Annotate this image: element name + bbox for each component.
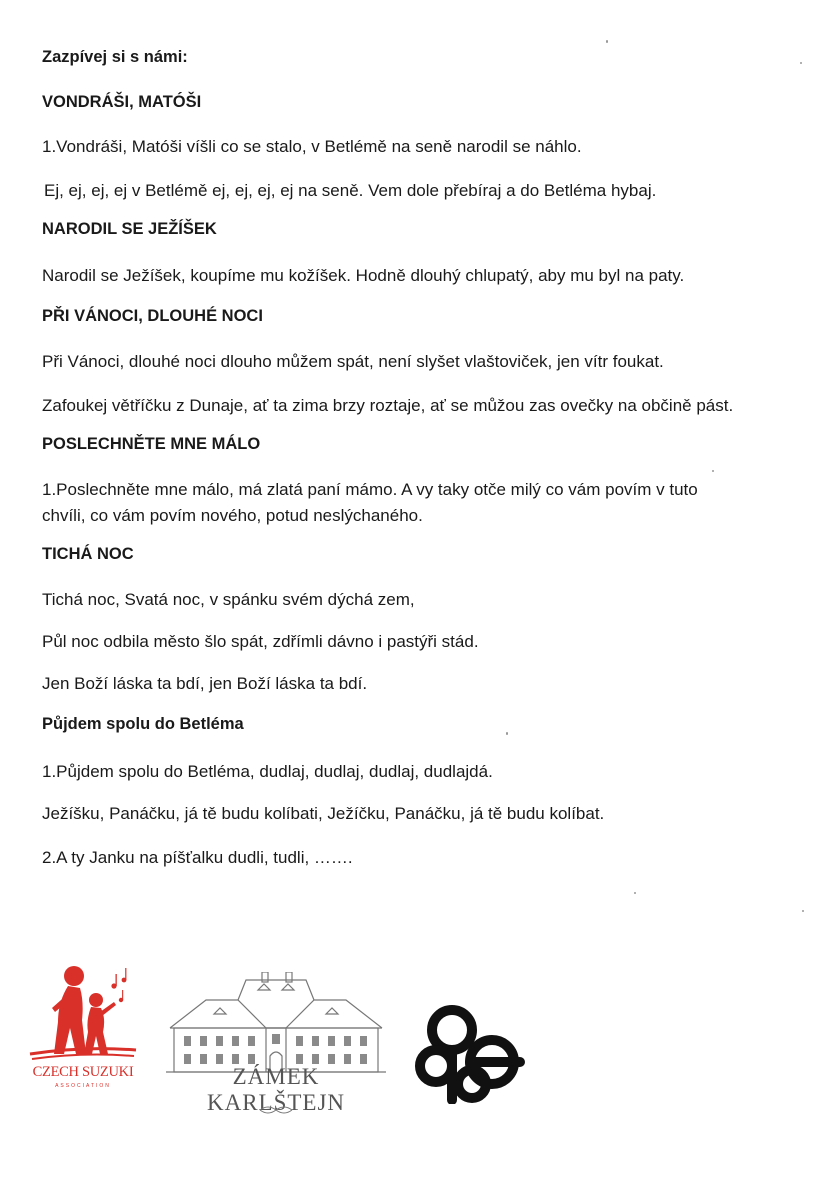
song-title-ticha-noc: TICHÁ NOC (42, 545, 134, 563)
knot-icon (408, 1000, 528, 1104)
ornament-icon (258, 1104, 294, 1116)
scan-speck (800, 62, 802, 64)
intro-heading: Zazpívej si s námi: (42, 48, 188, 66)
song-line: Půl noc odbila město šlo spát, zdřímli dávno i pastýři stád. (42, 632, 479, 651)
song-line: Ježíšku, Panáčku, já tě budu kolíbati, Ježíčku, Panáčku, já tě budu kolíbat. (42, 804, 605, 823)
suzuki-logo-subtext: ASSOCIATION (55, 1083, 111, 1089)
song-title-narodil: NARODIL SE JEŽÍŠEK (42, 220, 217, 238)
footer-logos (0, 950, 818, 1130)
song-line: chvíli, co vám povím nového, potud neslýchaného. (42, 506, 423, 525)
song-line: Ej, ej, ej, ej v Betlémě ej, ej, ej, ej na seně. Vem dole přebíraj a do Betléma hybaj. (44, 181, 657, 200)
song-title-pujdem: Půjdem spolu do Betléma (42, 715, 244, 733)
song-title-poslechnete: POSLECHNĚTE MNE MÁLO (42, 435, 261, 453)
song-line: Zafoukej větříčku z Dunaje, ať ta zima brzy roztaje, ať se můžou zas ovečky na občině pást. (42, 396, 734, 415)
zamek-logo-text: ZÁMEK KARLŠTEJN (206, 1064, 346, 1115)
song-line: 1.Poslechněte mne málo, má zlatá paní mámo. A vy taky otče milý co vám povím v tuto (42, 480, 698, 499)
song-line: 1.Půjdem spolu do Betléma, dudlaj, dudlaj, dudlaj, dudlajdá. (42, 762, 493, 781)
scan-speck (802, 910, 804, 912)
song-line: Narodil se Ježíšek, koupíme mu kožíšek. Hodně dlouhý chlupatý, aby mu byl na paty. (42, 266, 685, 285)
knot-logo (408, 1000, 528, 1104)
song-title-vanoci: PŘI VÁNOCI, DLOUHÉ NOCI (42, 307, 263, 325)
zamek-karlstejn-logo (166, 972, 386, 1132)
song-line: Jen Boží láska ta bdí, jen Boží láska ta bdí. (42, 674, 368, 693)
song-line: Při Vánoci, dlouhé noci dlouho můžem spát, není slyšet vlaštoviček, jen vítr foukat. (42, 352, 664, 371)
scan-speck (606, 40, 608, 43)
scan-speck (712, 470, 714, 472)
suzuki-logo-text: CZECH SUZUKI (32, 1064, 134, 1080)
suzuki-figures-icon (28, 950, 138, 1062)
song-title-vondrasi: VONDRÁŠI, MATÓŠI (42, 93, 202, 111)
scan-speck (634, 892, 636, 894)
song-line: 2.A ty Janku na píšťalku dudli, tudli, ……. (42, 848, 353, 867)
song-line: 1.Vondráši, Matóši víšli co se stalo, v Betlémě na seně narodil se náhlo. (42, 137, 582, 156)
scan-speck (506, 732, 508, 735)
czech-suzuki-logo (28, 950, 138, 1100)
song-line: Tichá noc, Svatá noc, v spánku svém dýchá zem, (42, 590, 415, 609)
